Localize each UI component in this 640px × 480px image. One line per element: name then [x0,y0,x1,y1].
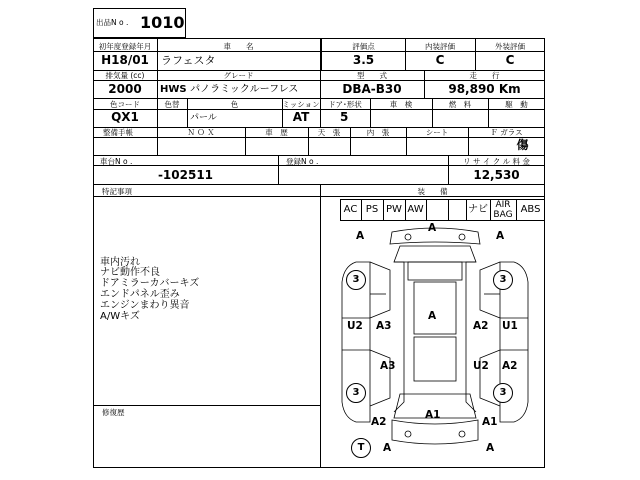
damage-mark: A1 [482,416,498,428]
equipment-aw: AW [407,204,424,215]
remark-line: ナビ動作不良 [100,267,160,278]
equipment-label: 装 備 [417,187,448,196]
damage-mark: A2 [473,320,489,332]
recycle-fee-value: 12,530 [473,168,520,182]
grid-line [93,405,320,406]
registration-number-label: 登録N o . [286,157,319,166]
grid-line [93,137,545,138]
mileage-label: 走 行 [469,71,500,80]
grid-line [93,196,545,197]
front-glass-value: 傷 [516,138,529,152]
remarks-label: 特記事項 [102,187,132,196]
left-rear-panel [370,350,390,406]
fuel-label: 燃 料 [448,100,472,109]
score-label: 評価点 [352,42,375,51]
damage-mark: U2 [473,360,489,372]
grade-name: パノラミックルーフレス [190,84,299,95]
grid-line [320,184,321,468]
door-shape-value: 5 [340,110,349,124]
damage-mark: A2 [371,416,387,428]
equipment-abs: ABS [520,204,541,215]
grid-line [93,51,545,52]
damage-mark: A3 [376,320,392,332]
color-code-label: 色コード [110,100,140,109]
rear-bumper-outline [392,420,478,444]
damage-mark: U2 [347,320,363,332]
color-change-label: 色替 [164,100,180,109]
damage-mark: A [383,442,392,454]
damage-mark: A [428,310,437,322]
hood-outline [394,246,476,262]
tire-rating-circle: 3 [493,383,513,403]
interior-grade-value: C [435,53,445,67]
ceiling-label: 天 張 [317,128,341,137]
front-light-left [405,234,411,240]
car-history-label: 車 歴 [265,128,288,137]
grade-value [160,82,298,97]
chassis-number-label: 車台N o . [100,157,133,166]
rear-light-right [459,431,465,437]
mission-value: AT [292,110,310,124]
windshield-outline [408,262,462,280]
equipment-ac: AC [343,204,358,215]
lot-number-label: 出品N o . [96,18,129,27]
front-light-right [459,234,465,240]
score-value: 3.5 [352,53,375,67]
left-fender [370,262,390,318]
grid-line [93,80,545,81]
damage-mark: A [428,222,437,234]
grid-line [426,199,427,221]
seat-label: シート [425,128,449,137]
car-name-value: ラフェスタ [161,54,216,67]
exterior-grade-value: C [505,53,515,67]
chassis-number-value: -102511 [157,168,214,182]
grade-label: グレード [223,71,254,80]
grid-line [278,155,279,184]
interior-grade-label: 内装評価 [425,42,455,51]
equipment-ps: PS [365,204,379,215]
mission-label: ミッション [282,100,320,109]
model-label: 型 式 [357,71,387,80]
remark-line: A/Wキズ [100,311,140,322]
rear-glass-outline [414,337,456,381]
remark-line: エンドパネル歪み [100,289,180,300]
door-shape-label: ドア･形状 [328,100,362,109]
equipment-airbag: AIR BAG [493,200,513,220]
inspection-label: 車 検 [389,100,413,109]
damage-mark: U1 [502,320,518,332]
color-label: 色 [230,100,239,109]
tire-rating-circle: 3 [346,270,366,290]
drive-label: 駆 動 [505,100,528,109]
grid-line [93,155,545,156]
damage-mark: A [356,230,365,242]
maintenance-manual-label: 整備手帳 [103,128,133,137]
spare-tire-circle: T [351,438,371,458]
equipment-navi: ナビ [468,204,488,215]
interior-trim-label: 内 張 [366,128,390,137]
damage-mark: A1 [425,409,441,421]
tire-rating-circle: 3 [493,270,513,290]
damage-mark: A3 [380,360,396,372]
color-code-value: QX1 [111,110,139,124]
grade-prefix: HWS [160,84,187,95]
car-diagram [330,222,540,466]
recycle-fee-label: リ サ イ ク ル 料 金 [463,157,530,166]
damage-mark: A [496,230,505,242]
nox-label: Ｎ Ｏ Ｘ [187,128,215,137]
displacement-value: 2000 [108,82,142,96]
car-name-label: 車 名 [223,42,254,51]
remark-line: 車内汚れ [100,257,140,268]
lot-number: 1010 [140,13,185,32]
first-registration-value: H18/01 [101,53,149,67]
model-value: DBA-B30 [342,82,402,96]
repair-history-label: 修復歴 [102,408,125,417]
exterior-grade-label: 外装評価 [495,42,525,51]
equipment-pw: PW [386,204,402,215]
remark-line: ドアミラーカバーキズ [100,278,200,289]
mileage-value: 98,890 Km [448,82,521,96]
color-value: パール [190,113,217,123]
damage-mark: A [486,442,495,454]
grid-line [93,184,545,185]
rear-light-left [405,431,411,437]
grid-line [93,98,545,99]
roof-outline [414,282,456,334]
damage-mark: A2 [502,360,518,372]
remark-line: エンジンまわり異音 [100,300,190,311]
front-glass-label: Ｆ ガラス [490,128,523,137]
grid-line [448,199,449,221]
first-registration-label: 初年度登録年月 [98,42,152,51]
displacement-label: 排気量 (cc) [105,71,145,80]
tire-rating-circle: 3 [346,383,366,403]
